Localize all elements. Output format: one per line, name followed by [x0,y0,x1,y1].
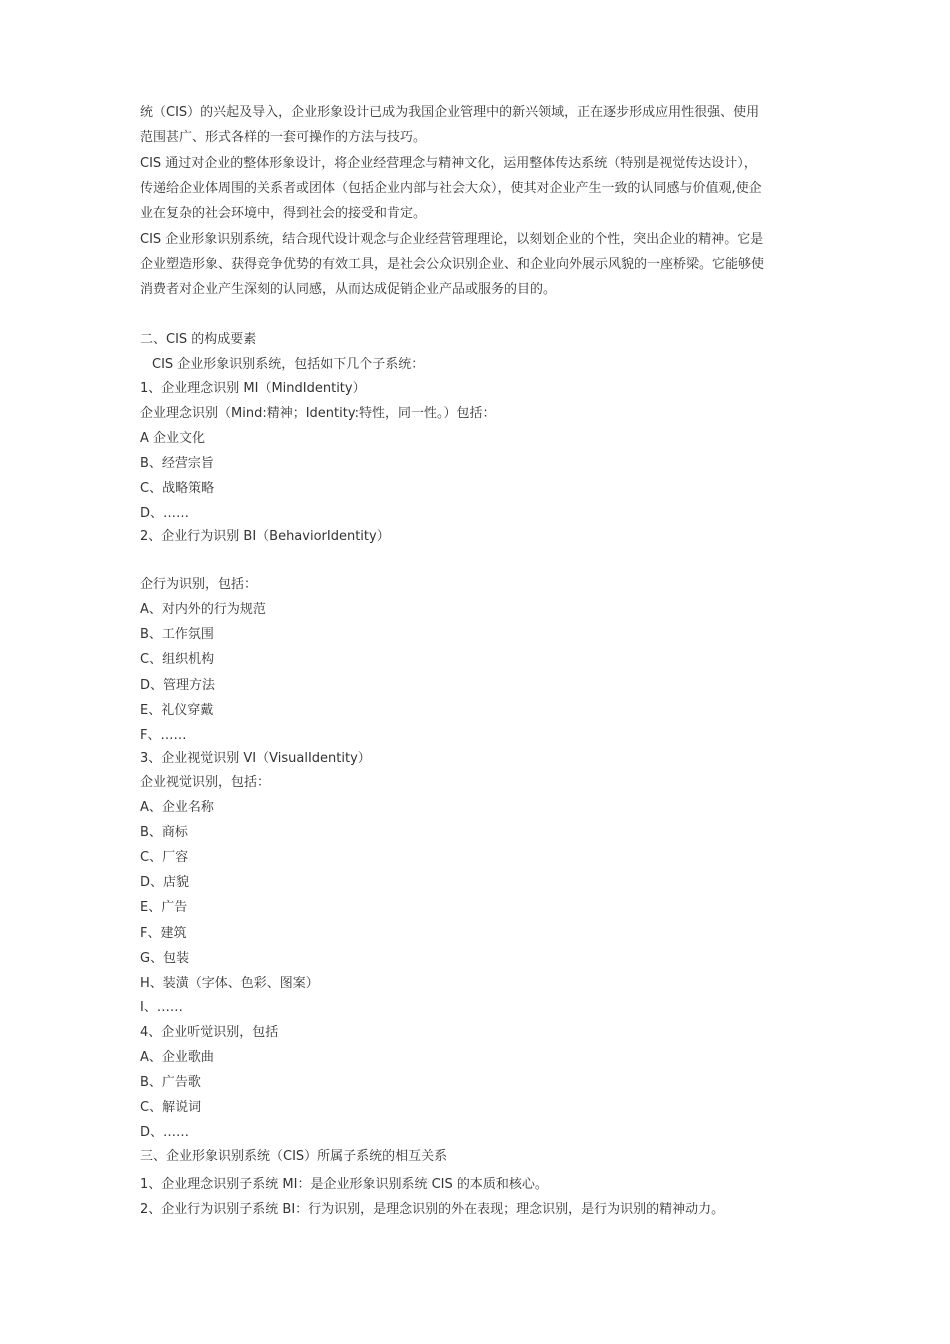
intro-paragraph-2-line-1: CIS 通过对企业的整体形象设计，将企业经营理念与精神文化，运用整体传达系统（特别是视觉传达设计）， [140,156,757,171]
vi-list-item: I、…… [140,1000,183,1015]
bi-list-item: B、工作氛围 [140,627,214,642]
bi-description: 企行为识别，包括： [140,577,258,592]
section-2-heading: 二、CIS 的构成要素 [140,332,257,347]
mi-description: 企业理念识别（Mind:精神；Identity:特性，同一性。）包括： [140,406,496,421]
bi-list-item: D、管理方法 [140,678,216,693]
section-2-intro: CIS 企业形象识别系统，包括如下几个子系统： [152,357,425,372]
vi-list-item: F、建筑 [140,926,187,941]
bi-list-item: C、组织机构 [140,652,215,667]
intro-paragraph-1-line-2: 范围甚广、形式各样的一套可操作的方法与技巧。 [140,130,427,145]
vi-list-item: D、店貌 [140,875,190,890]
mi-list-item: C、战略策略 [140,481,215,496]
mi-title: 1、企业理念识别 MI（MindIdentity） [140,381,366,396]
intro-paragraph-3-line-1: CIS 企业形象识别系统，结合现代设计观念与企业经营管理理论，以刻划企业的个性，突出企业的精神。它是 [140,232,764,247]
intro-paragraph-3-line-2: 企业塑造形象、获得竞争优势的有效工具，是社会公众识别企业、和企业向外展示风貌的一座桥梁。它能够使 [140,257,765,272]
section-3-heading: 三、企业形象识别系统（CIS）所属子系统的相互关系 [140,1149,448,1164]
ai-list-item: B、广告歌 [140,1075,201,1090]
vi-list-item: C、厂容 [140,850,189,865]
vi-list-item: E、广告 [140,900,188,915]
intro-paragraph-3-line-3: 消费者对企业产生深刻的认同感，从而达成促销企业产品或服务的目的。 [140,282,557,297]
vi-list-item: A、企业名称 [140,800,214,815]
intro-paragraph-2-line-2: 传递给企业体周围的关系者或团体（包括企业内部与社会大众），使其对企业产生一致的认同感与价值观,使企 [140,181,762,196]
bi-list-item: E、礼仪穿戴 [140,703,214,718]
section-3-item: 1、企业理念识别子系统 MI：是企业形象识别系统 CIS 的本质和核心。 [140,1177,548,1192]
mi-list-item: D、…… [140,506,190,521]
intro-paragraph-1-line-1: 统（CIS）的兴起及导入，企业形象设计已成为我国企业管理中的新兴领域，正在逐步形成应用性很强、使用 [140,105,760,120]
ai-list-item: C、解说词 [140,1100,202,1115]
ai-title: 4、企业听觉识别，包括 [140,1025,279,1040]
vi-list-item: B、商标 [140,825,188,840]
ai-list-item: D、…… [140,1125,190,1140]
bi-list-item: A、对内外的行为规范 [140,602,266,617]
section-3-item: 2、企业行为识别子系统 BI：行为识别，是理念识别的外在表现；理念识别，是行为识别的精神动力。 [140,1202,725,1217]
vi-description: 企业视觉识别，包括： [140,775,271,790]
vi-list-item: G、包装 [140,951,190,966]
mi-list-item: B、经营宗旨 [140,456,214,471]
bi-list-item: F、…… [140,728,187,743]
ai-list-item: A、企业歌曲 [140,1050,214,1065]
vi-list-item: H、装潢（字体、色彩、图案） [140,976,319,991]
mi-list-item: A 企业文化 [140,431,206,446]
vi-title: 3、企业视觉识别 VI（VisualIdentity） [140,751,371,766]
intro-paragraph-2-line-3: 业在复杂的社会环境中，得到社会的接受和肯定。 [140,206,427,221]
bi-title: 2、企业行为识别 BI（BehaviorIdentity） [140,529,390,544]
